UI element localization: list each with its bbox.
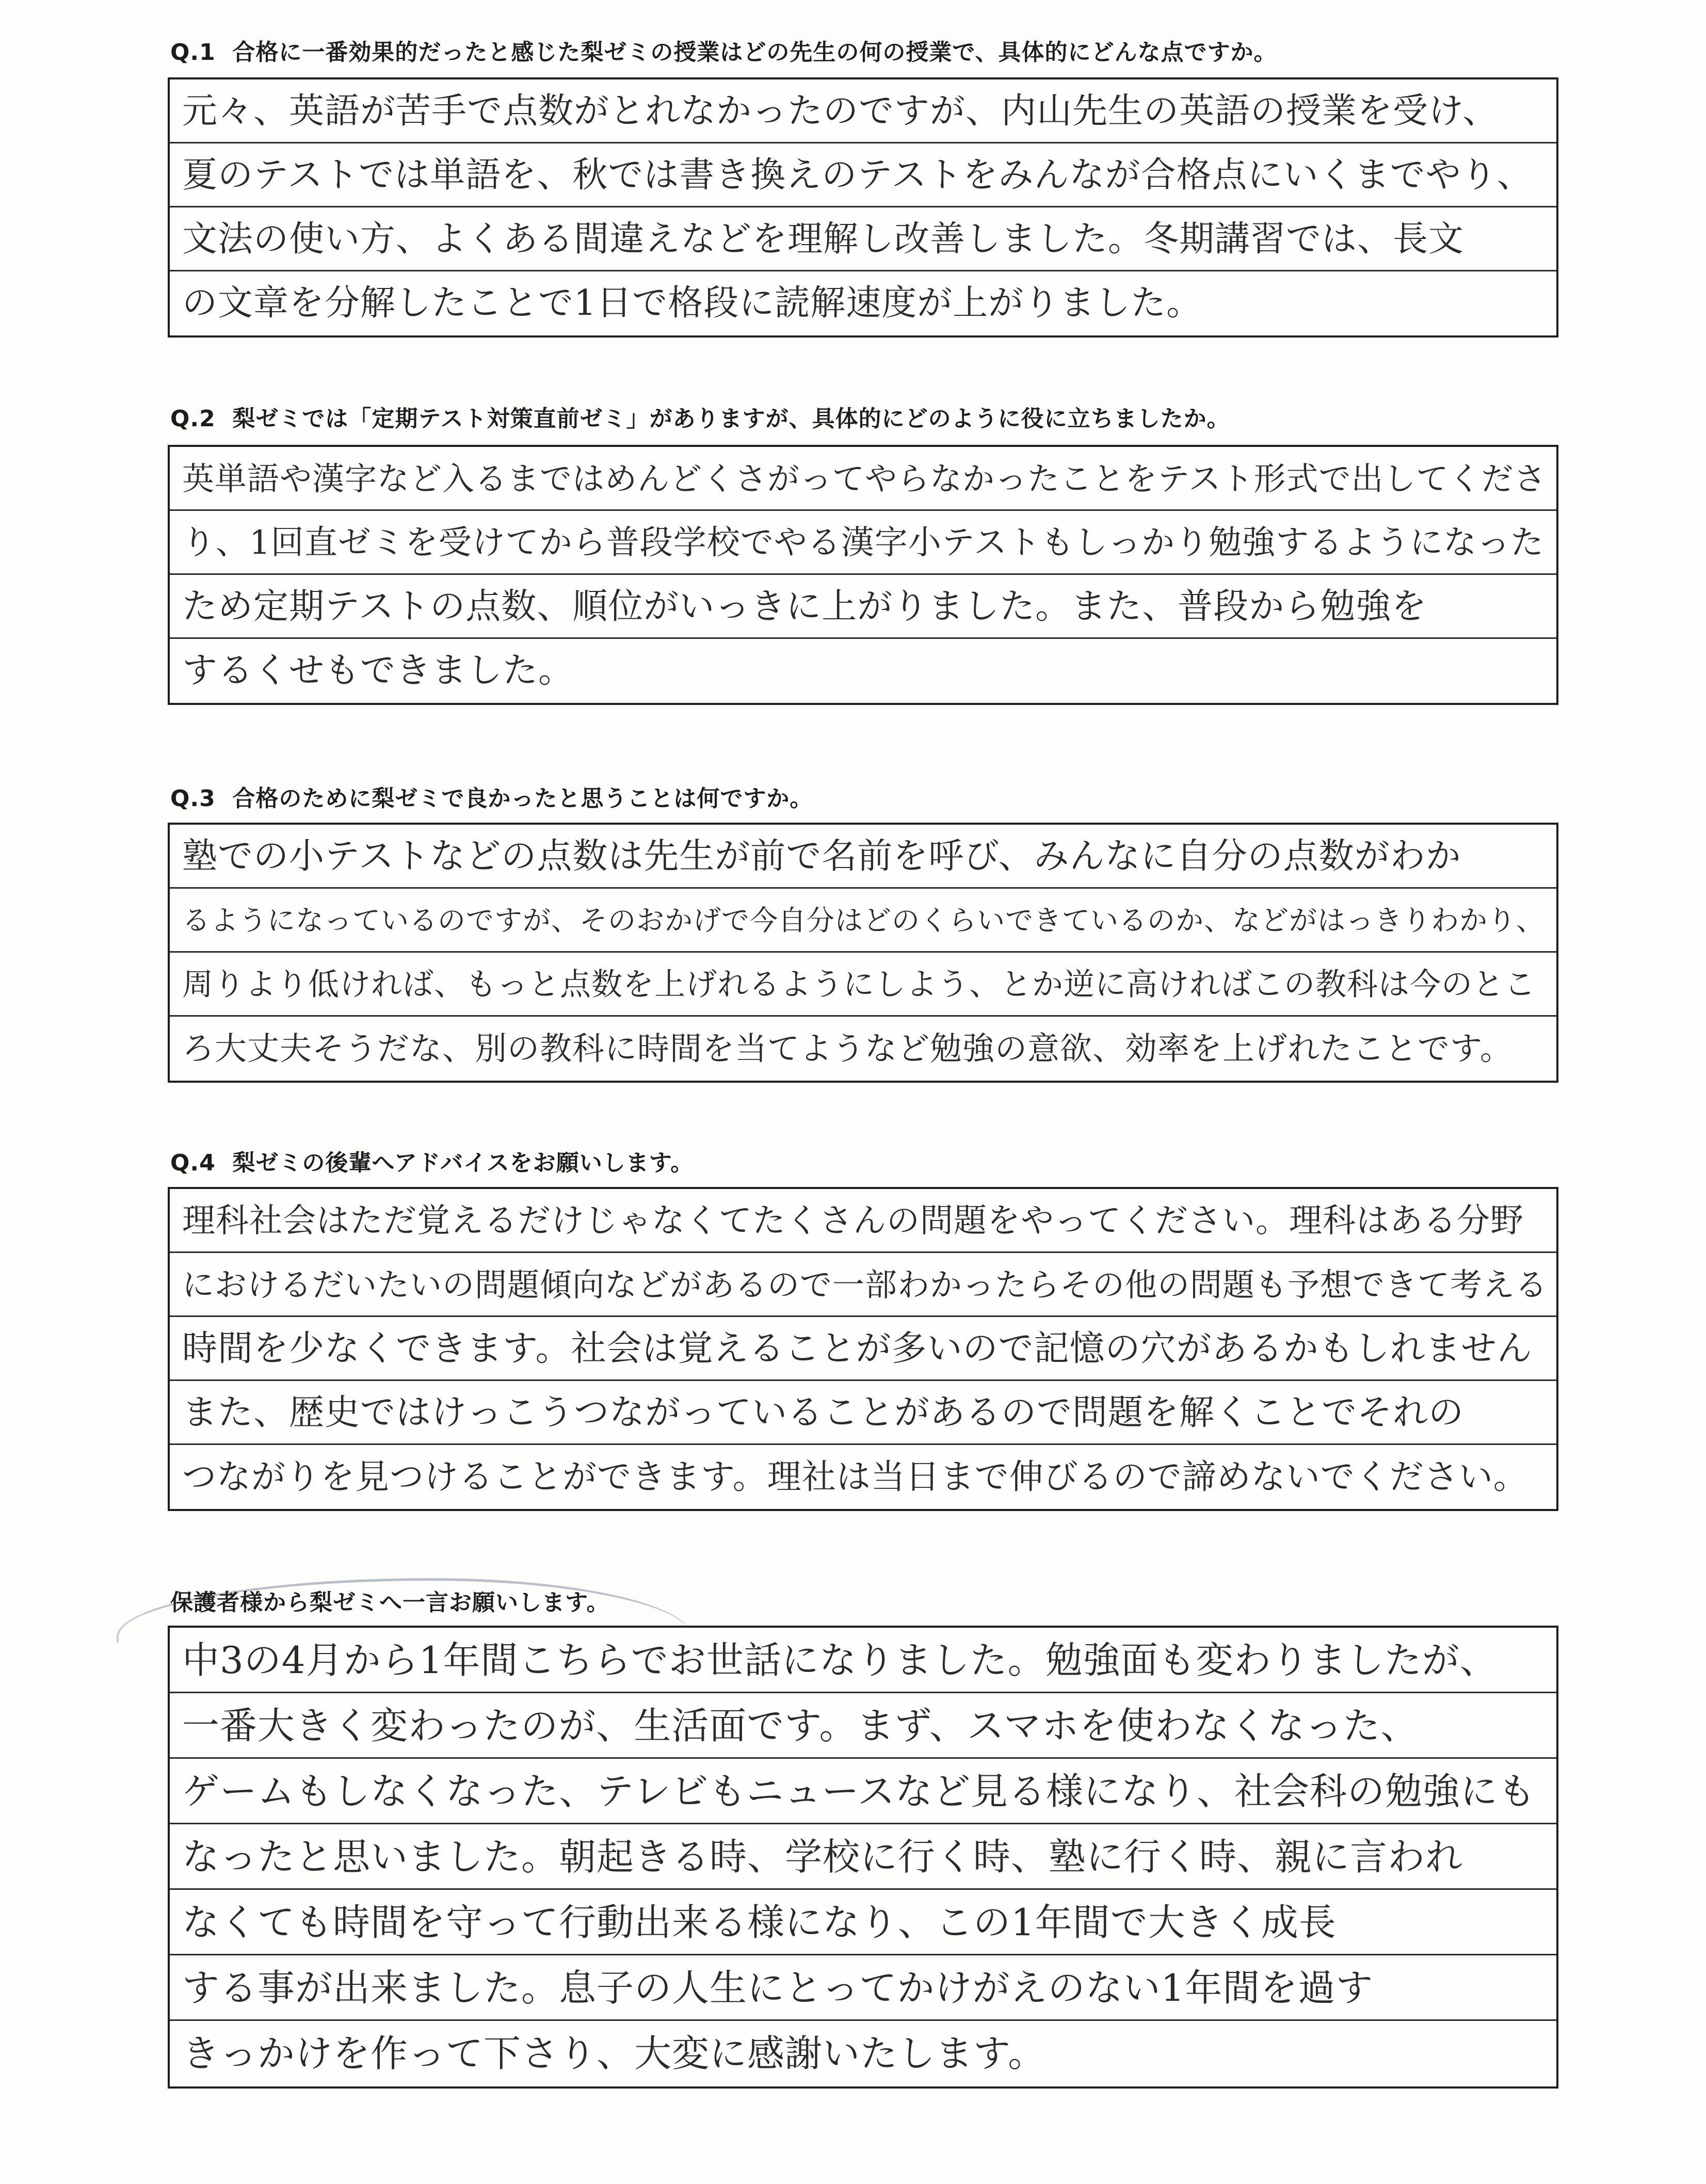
parent-line-5: なくても時間を守って行動出来る様になり、この1年間で大きく成長 xyxy=(170,1890,1556,1955)
parent-line-1: 中3の4月から1年間こちらでお世話になりました。勉強面も変わりましたが、 xyxy=(170,1628,1556,1693)
answer-4-line-4: また、歴史ではけっこうつながっていることがあるので問題を解くことでそれの xyxy=(170,1381,1556,1445)
question-4-prompt: 梨ゼミの後輩へアドバイスをお願いします。 xyxy=(232,1150,694,1176)
parent-message-heading: 保護者様から梨ゼミへ一言お願いします。 xyxy=(170,1589,610,1616)
question-1-number: Q.1 xyxy=(170,39,216,66)
answer-2-line-4: するくせもできました。 xyxy=(182,650,574,691)
question-1-heading xyxy=(170,37,1277,68)
question-3-prompt: 合格のために梨ゼミで良かったと思うことは何ですか。 xyxy=(232,785,813,812)
question-1-prompt: 合格に一番効果的だったと感じた梨ゼミの授業はどの先生の何の授業で、具体的にどんな点ですか。 xyxy=(232,39,1277,66)
answer-1-line-3: 文法の使い方、よくある間違えなどを理解し改善しました。冬期講習では、長文 xyxy=(170,207,1556,271)
answer-3-line-3: 周りより低ければ、もっと点数を上げれるようにしよう、とか逆に高ければこの教科は今のとこ xyxy=(170,953,1556,1017)
parent-line-2: 一番大きく変わったのが、生活面です。まず、スマホを使わなくなった、 xyxy=(170,1693,1556,1759)
answer-4-line-1: 理科社会はただ覚えるだけじゃなくてたくさんの問題をやってください。理科はある分野 xyxy=(170,1189,1556,1253)
answer-box-3 xyxy=(168,823,1558,1083)
answer-box-2 xyxy=(168,445,1558,705)
answer-4-line-3: 時間を少なくできます。社会は覚えることが多いので記憶の穴があるかもしれません xyxy=(170,1317,1556,1381)
answer-1-line-2: 夏のテストでは単語を、秋では書き換えのテストをみんなが合格点にいくまでやり、 xyxy=(170,143,1556,207)
question-3-heading xyxy=(170,783,813,814)
answer-box-parent xyxy=(168,1626,1558,2089)
answer-2-line-1: 英単語や漢字など入るまではめんどくさがってやらなかったことをテスト形式で出してくださ xyxy=(170,447,1556,511)
answer-box-4 xyxy=(168,1187,1558,1511)
question-2-heading xyxy=(170,404,1230,435)
parent-line-4: なったと思いました。朝起きる時、学校に行く時、塾に行く時、親に言われ xyxy=(170,1824,1556,1890)
answer-2-line-2: り、1回直ゼミを受けてから普段学校でやる漢字小テストもしっかり勉強するようになった xyxy=(170,511,1556,575)
answer-2-line-3: ため定期テストの点数、順位がいっきに上がりました。また、普段から勉強を xyxy=(170,575,1556,639)
parent-line-6: する事が出来ました。息子の人生にとってかけがえのない1年間を過す xyxy=(170,1955,1556,2021)
answer-3-line-2: るようになっているのですが、そのおかげで今自分はどのくらいできているのか、などがはっきりわかり、 xyxy=(170,889,1556,953)
answer-4-line-5: つながりを見つけることができます。理社は当日まで伸びるので諦めないでください。 xyxy=(182,1457,1528,1497)
parent-line-3: ゲームもしなくなった、テレビもニュースなど見る様になり、社会科の勉強にも xyxy=(170,1759,1556,1824)
answer-1-line-4: の文章を分解したことで1日で格段に読解速度が上がりました。 xyxy=(182,283,1202,324)
parent-line-7: きっかけを作って下さり、大変に感謝いたします。 xyxy=(182,2032,1046,2075)
question-3-number: Q.3 xyxy=(170,785,216,812)
answer-3-line-1: 塾での小テストなどの点数は先生が前で名前を呼び、みんなに自分の点数がわか xyxy=(170,825,1556,889)
answer-1-line-1: 元々、英語が苦手で点数がとれなかったのですが、内山先生の英語の授業を受け、 xyxy=(170,79,1556,143)
answer-4-line-2: におけるだいたいの問題傾向などがあるので一部わかったらその他の問題も予想できて考える xyxy=(170,1253,1556,1317)
question-2-prompt: 梨ゼミでは「定期テスト対策直前ゼミ」がありますが、具体的にどのように役に立ちましたか。 xyxy=(232,406,1230,432)
question-4-heading xyxy=(170,1148,694,1179)
question-4-number: Q.4 xyxy=(170,1150,216,1176)
question-2-number: Q.2 xyxy=(170,406,216,432)
answer-box-1 xyxy=(168,77,1558,338)
answer-3-line-4: ろ大丈夫そうだな、別の教科に時間を当てようなど勉強の意欲、効率を上げれたことです。 xyxy=(182,1030,1513,1067)
